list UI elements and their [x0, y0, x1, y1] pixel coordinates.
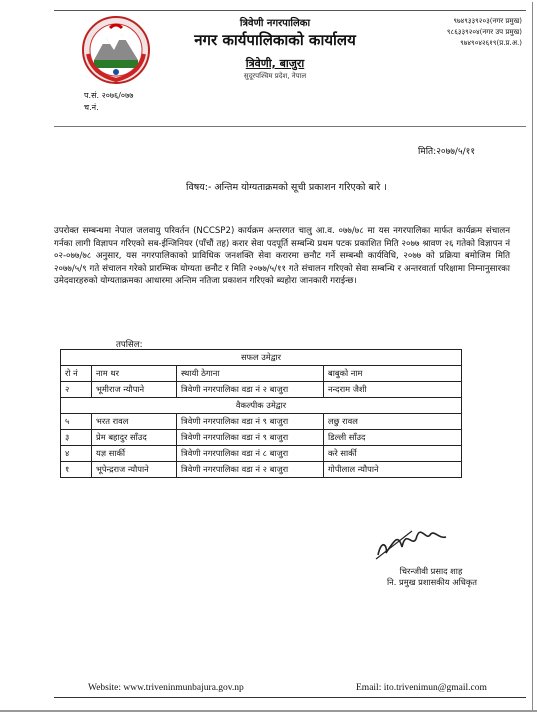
dispatch-number: च.नं.	[84, 103, 99, 112]
letter-date: मिति:२०७७/५/११	[418, 147, 476, 157]
office-location: त्रिवेणी, बाजुरा	[245, 57, 305, 70]
table-row	[61, 382, 462, 398]
footer-website	[88, 683, 244, 693]
phone-list	[398, 16, 522, 49]
cell-name: प्रेम बहादुर साँउद	[92, 430, 177, 446]
phone-cao: ९७४९०४२६१९(प्र.प्र.अ.)	[460, 39, 522, 47]
phone-mayor: ९७४९३३९२०३(नगर प्रमुख)	[453, 17, 522, 25]
cell-father: डिल्ली साँउद	[324, 430, 462, 446]
cell-name: भूपेन्द्रराज न्यौपाने	[92, 462, 177, 478]
col-father: बाबुको नाम	[324, 366, 462, 382]
frame-bottom-line	[0, 710, 537, 712]
phone-deputy-mayor: ९८६३३९२०४(नगर उप प्रमुख)	[446, 28, 522, 36]
cell-father: नन्दराम जैशी	[324, 382, 462, 398]
cell-father: गोपीलाल न्यौपाने	[324, 462, 462, 478]
table-row	[61, 462, 462, 478]
letter-subject: विषय:- अन्तिम योग्यताक्रमको सूची प्रकाशन गरिएको बारे ।	[186, 182, 387, 193]
cell-address: त्रिवेणी नगरपालिका वडा नं ९ बाजुरा	[177, 414, 324, 430]
table-row	[61, 446, 462, 462]
section-alternate: वैकल्पीक उमेद्वार	[61, 398, 462, 414]
frame-top-line	[54, 10, 526, 11]
office-header	[170, 15, 380, 81]
cell-roll: १	[61, 462, 92, 478]
cell-address: त्रिवेणी नगरपालिका वडा नं २ बाजुरा	[177, 462, 324, 478]
signatory-title: नि. प्रमुख प्रशासकीय अधिकृत	[387, 577, 477, 587]
frame-right-line	[532, 2, 533, 710]
nepal-emblem-icon	[80, 14, 152, 86]
cell-roll: २	[61, 382, 92, 398]
cell-address: त्रिवेणी नगरपालिका वडा नं २ बाजुरा	[177, 382, 324, 398]
reference-block	[84, 90, 133, 114]
cell-name: यज्ञ सार्की	[92, 446, 177, 462]
cell-father: करे सार्की	[324, 446, 462, 462]
col-address: स्थायी ठेगाना	[177, 366, 324, 382]
letter-ref-number: प.सं. २०७६/०७७	[84, 91, 134, 100]
cell-roll: ५	[61, 414, 92, 430]
cell-address: त्रिवेणी नगरपालिका वडा नं ९ बाजुरा	[177, 430, 324, 446]
table-label: तपसिल:	[116, 340, 143, 350]
email-address[interactable]: ito.trivenimun@gmail.com	[383, 683, 487, 693]
header-divider	[54, 126, 526, 127]
signatory-name: चिरन्जीवी प्रसाद शाह	[399, 566, 463, 576]
website-link[interactable]: www.triveninmunbajura.gov.np	[123, 683, 244, 693]
section-successful: सफल उमेद्वार	[61, 350, 462, 366]
col-roll: रो नं	[61, 366, 92, 382]
office-province: सुदूरपश्चिम प्रदेश, नेपाल	[243, 72, 307, 80]
table-header-row	[61, 366, 462, 382]
cell-roll: ४	[61, 446, 92, 462]
footer-divider	[54, 697, 526, 698]
section-row-alternate	[61, 398, 462, 414]
col-name: नाम थर	[92, 366, 177, 382]
table-row	[61, 414, 462, 430]
cell-father: लछु रावल	[324, 414, 462, 430]
office-name: नगर कार्यपालिकाको कार्यालय	[194, 31, 356, 49]
cell-address: त्रिवेणी नगरपालिका वडा नं ८ बाजुरा	[177, 446, 324, 462]
cell-name: भरत रावल	[92, 414, 177, 430]
section-row-successful	[61, 350, 462, 366]
email-label: Email:	[356, 683, 382, 693]
cell-roll: ३	[61, 430, 92, 446]
cell-name: भूमीराज न्यौपाने	[92, 382, 177, 398]
table-row	[61, 430, 462, 446]
signature-icon	[372, 517, 452, 561]
letter-body: उपरोक्त सम्बन्धमा नेपाल जलवायु परिवर्तन (NCCSP2) कार्यक्रम अन्तरगत चालु आ.व. ०७७/७८ मा यस नगरपालिका मार्फत कार्यक्रम संचालन गर्नका लागी विज्ञापन गरिएको सब-ईन्जिनियर (पाँचौं तह) करार सेवा पदपूर्ति सम्बन्धि प्रथम पटक प्रकाशित मिति २०७७ श्रावण २६ गतेको विज्ञापन नं ०२-०७७/७८ अनुसार, यस नगरपालिकाको प्राविधिक जनशक्ति सेवा करारमा छनौट गर्ने सम्बन्धी कार्यविधि, २०७७ को प्रक्रिया बमोजिम मिति २०७७/५/९ गते संचालन गरेको प्रारम्भिक योग्यता छनौट र मिति २०७७/५/११ गते संचालन गरिएको सेवा सम्बन्धि र अन्तरवार्ता परिक्षामा निम्नानुसारका उमेदवारहरुको योग्यताक्रमका आधारमा अन्तिम नतिजा प्रकाशन गरिएको ब्यहोरा जानकारी गराईन्छ।	[54, 226, 510, 287]
municipality-name: त्रिवेणी नगरपालिका	[239, 18, 311, 29]
footer-email	[356, 683, 487, 693]
candidate-table	[60, 349, 462, 478]
website-label: Website:	[88, 683, 122, 693]
